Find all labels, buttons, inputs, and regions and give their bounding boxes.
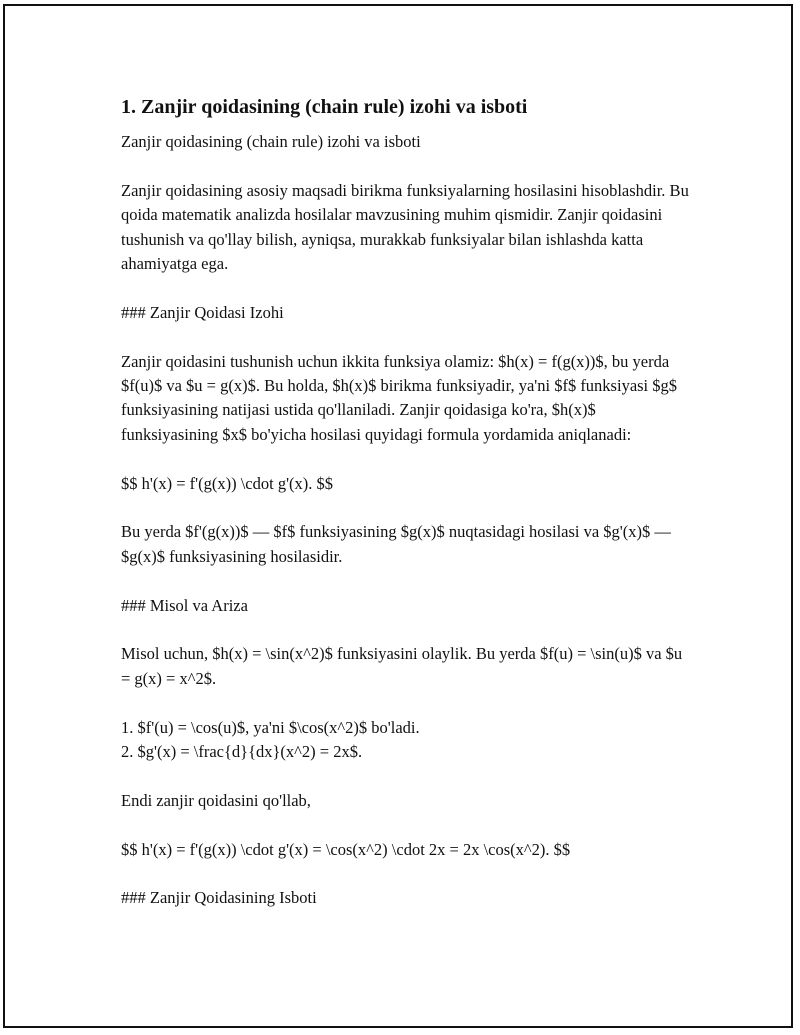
- section-title-isboti: ### Zanjir Qoidasining Isboti: [121, 888, 317, 908]
- list-item-step-2: 2. $g'(x) = \frac{d}{dx}(x^2) = 2x$.: [121, 742, 363, 762]
- intro-paragraph: Zanjir qoidasining asosiy maqsadi birikma funksiyalarning hosilasini hisoblashdir. Bu qoida matematik analizda hosilalar mavzusining muhim qismidir. Zanjir qoidasini tushunish va qo'llay bilish, ayniqsa, murakkab funksiyalar bilan ishlashda katta ahamiyatga ega.: [121, 180, 689, 274]
- example-steps-list: [121, 716, 691, 765]
- formula-explanation: Bu yerda $f'(g(x))$ — $f$ funksiyasining $g(x)$ nuqtasidagi hosilasi va $g'(x)$ — $g(x)$ funksiyasining hosilasidir.: [121, 522, 671, 566]
- example-intro-paragraph: Misol uchun, $h(x) = \sin(x^2)$ funksiyasini olaylik. Bu yerda $f(u) = \sin(u)$ va $u = g(x) = x^2$.: [121, 644, 683, 688]
- document-content: [121, 94, 691, 935]
- section-izohi-paragraph: Zanjir qoidasini tushunish uchun ikkita funksiya olamiz: $h(x) = f(g(x))$, bu yerda $f(u)$ va $u = g(x)$. Bu holda, $h(x)$ birikma funksiyadir, ya'ni $f$ funksiyasi $g$ funksiyasining natijasi ustida qo'llaniladi. Zanjir qoidasiga ko'ra, $h(x)$ funksiyasining $x$ bo'yicha hosilasi quyidagi formula yordamida aniqlanadi:: [121, 351, 678, 444]
- section-title-izohi: ### Zanjir Qoidasi Izohi: [121, 302, 284, 322]
- document-heading: 1. Zanjir qoidasining (chain rule) izohi va isboti: [121, 96, 528, 118]
- section-title-misol: ### Misol va Ariza: [121, 595, 248, 615]
- list-item-step-1: 1. $f'(u) = \cos(u)$, ya'ni $\cos(x^2)$ bo'ladi.: [121, 717, 420, 737]
- document-subtitle: Zanjir qoidasining (chain rule) izohi va isboti: [121, 132, 421, 151]
- apply-rule-text: Endi zanjir qoidasini qo'llab,: [121, 790, 311, 810]
- document-page: [3, 4, 793, 1028]
- chain-rule-formula: $$ h'(x) = f'(g(x)) \cdot g'(x). $$: [121, 473, 334, 493]
- example-result-formula: $$ h'(x) = f'(g(x)) \cdot g'(x) = \cos(x^2) \cdot 2x = 2x \cos(x^2). $$: [121, 839, 571, 859]
